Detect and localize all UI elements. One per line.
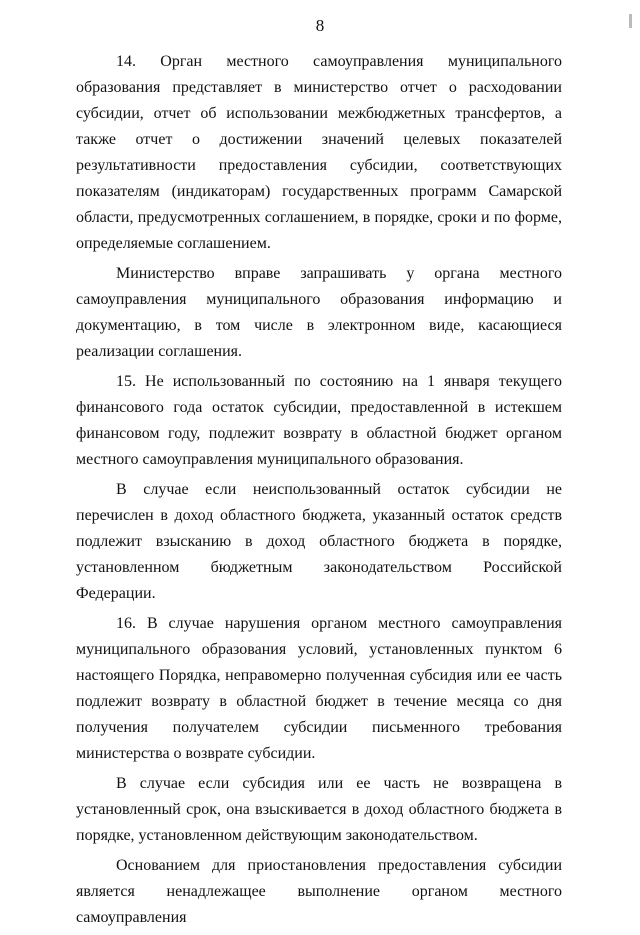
paragraph-ministry-request: Министерство вправе запрашивать у органа местного самоуправления муниципального образования информацию и документацию, в том числе в электронном виде, касающиеся реализации соглашения.	[76, 265, 562, 360]
paragraph-14: 14. Орган местного самоуправления муниципального образования представляет в министерство отчет о расходовании субсидии, отчет об использовании межбюджетных трансфертов, а также отчет о достижении значений целевых показателей результативности предоставления субсидии, соответствующих показателям (индикаторам) государственных программ Самарской области, предусмотренных соглашением, в порядке, сроки и по форме, определяемые соглашением.	[76, 53, 562, 252]
page-number: 8	[315, 16, 325, 35]
document-body	[76, 49, 562, 935]
paragraph-15: 15. Не использованный по состоянию на 1 января текущего финансового года остаток субсидии, предоставленной в истекшем финансовом году, подлежит возврату в областной бюджет органом местного самоуправления муниципального образования.	[76, 373, 562, 468]
paragraph-suspension-basis: Основанием для приостановления предоставления субсидии является ненадлежащее выполнение органом местного самоуправления	[76, 857, 562, 926]
paragraph-not-returned: В случае если субсидия или ее часть не возвращена в установленный срок, она взыскивается в доход областного бюджета в порядке, установленном действующим законодательством.	[76, 775, 562, 844]
paragraph-unused-balance: В случае если неиспользованный остаток субсидии не перечислен в доход областного бюджета, указанный остаток средств подлежит взысканию в доход областного бюджета в порядке, установленном бюджетным законодательством Российской Федерации.	[76, 481, 562, 602]
paragraph-16: 16. В случае нарушения органом местного самоуправления муниципального образования условий, установленных пунктом 6 настоящего Порядка, неправомерно полученная субсидия или ее часть подлежит возврату в областной бюджет в течение месяца со дня получения получателем субсидии письменного требования министерства о возврате субсидии.	[76, 615, 562, 762]
